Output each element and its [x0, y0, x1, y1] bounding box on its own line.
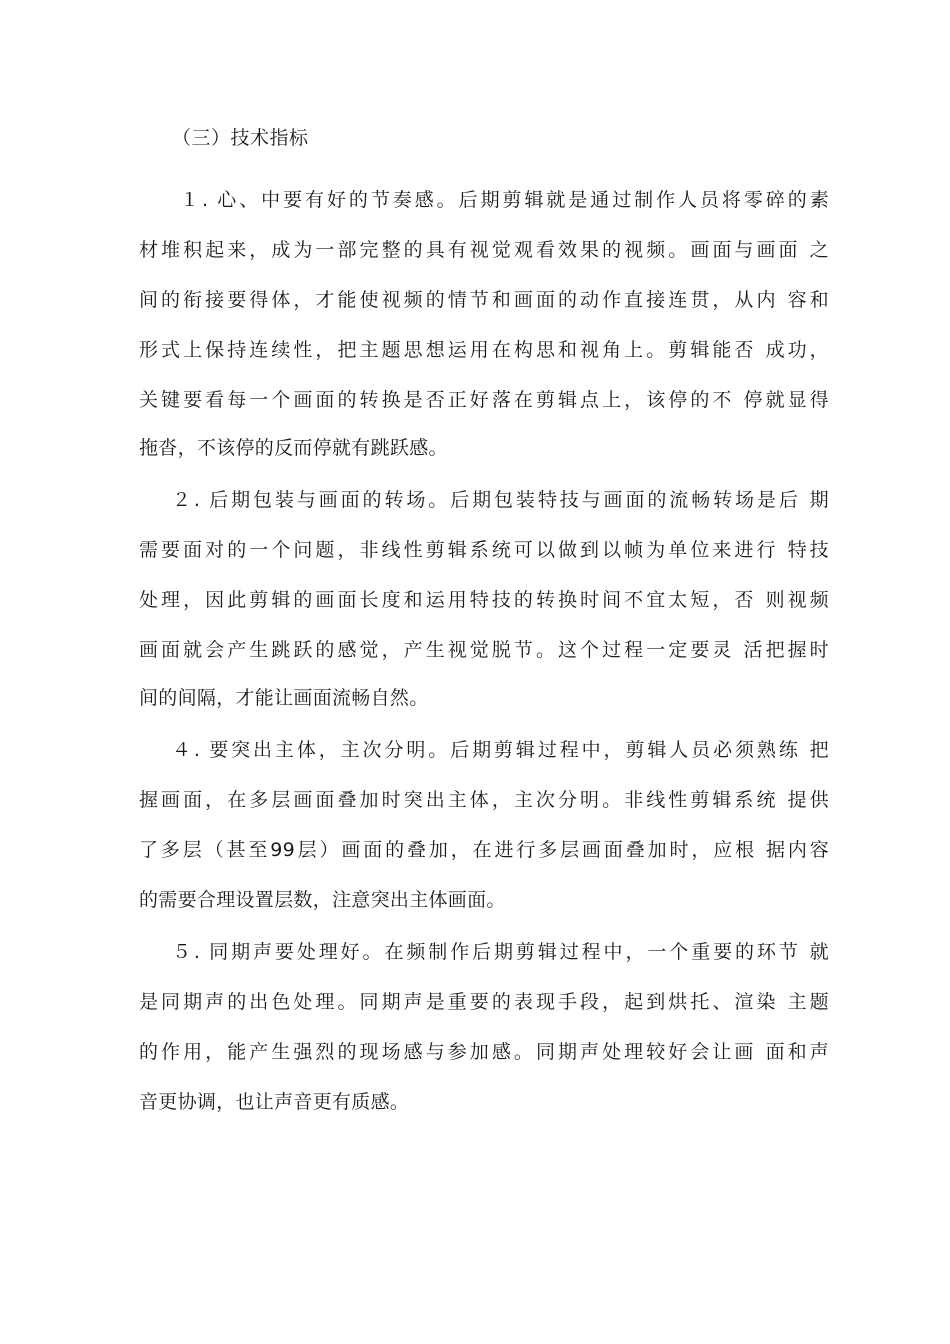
- paragraph-2-line-4: 画面就会产生跳跃的感觉，产生视觉脱节。这个过程一定要灵 活把握时: [139, 639, 829, 661]
- paragraph-1-line-1: １. 心、中要有好的节奏感。后期剪辑就是通过制作人员将零碎的素: [180, 189, 829, 211]
- paragraph-2-line-2: 需要面对的一个问题，非线性剪辑系统可以做到以帧为单位来进行 特技: [139, 539, 829, 561]
- paragraph-2-line-1: ２. 后期包装与画面的转场。后期包装特技与画面的流畅转场是后 期: [172, 489, 829, 511]
- paragraph-2-line-3: 处理，因此剪辑的画面长度和运用特技的转换时间不宜太短，否 则视频: [139, 589, 829, 611]
- paragraph-2-line-5: 间的间隔，才能让画面流畅自然。: [139, 687, 429, 709]
- paragraph-1-line-6: 拖沓，不该停的反而停就有跳跃感。: [139, 437, 448, 459]
- section-heading: （三）技术指标: [172, 127, 309, 149]
- paragraph-3-line-1: ４. 要突出主体，主次分明。后期剪辑过程中，剪辑人员必须熟练 把: [172, 739, 829, 761]
- paragraph-4-line-2: 是同期声的出色处理。同期声是重要的表现手段，起到烘托、渲染 主题: [139, 991, 829, 1013]
- paragraph-3-line-2: 握画面，在多层画面叠加时突出主体，主次分明。非线性剪辑系统 提供: [139, 789, 829, 811]
- paragraph-4-line-3: 的作用，能产生强烈的现场感与参加感。同期声处理较好会让画 面和声: [139, 1041, 829, 1063]
- paragraph-1-line-2: 材堆积起来，成为一部完整的具有视觉观看效果的视频。画面与画面 之: [139, 239, 829, 261]
- paragraph-3-line-3: 了多层（甚至99层）画面的叠加，在进行多层画面叠加时，应根 据内容: [139, 839, 829, 861]
- paragraph-1-line-4: 形式上保持连续性，把主题思想运用在构思和视角上。剪辑能否 成功，: [139, 339, 829, 361]
- paragraph-1-line-3: 间的衔接要得体，才能使视频的情节和画面的动作直接连贯，从内 容和: [139, 289, 829, 311]
- paragraph-1-line-5: 关键要看每一个画面的转换是否正好落在剪辑点上，该停的不 停就显得: [139, 389, 829, 411]
- paragraph-3-line-4: 的需要合理设置层数，注意突出主体画面。: [139, 889, 506, 911]
- paragraph-4-line-4: 音更协调，也让声音更有质感。: [139, 1091, 410, 1113]
- paragraph-4-line-1: ５. 同期声要处理好。在频制作后期剪辑过程中，一个重要的环节 就: [172, 941, 829, 963]
